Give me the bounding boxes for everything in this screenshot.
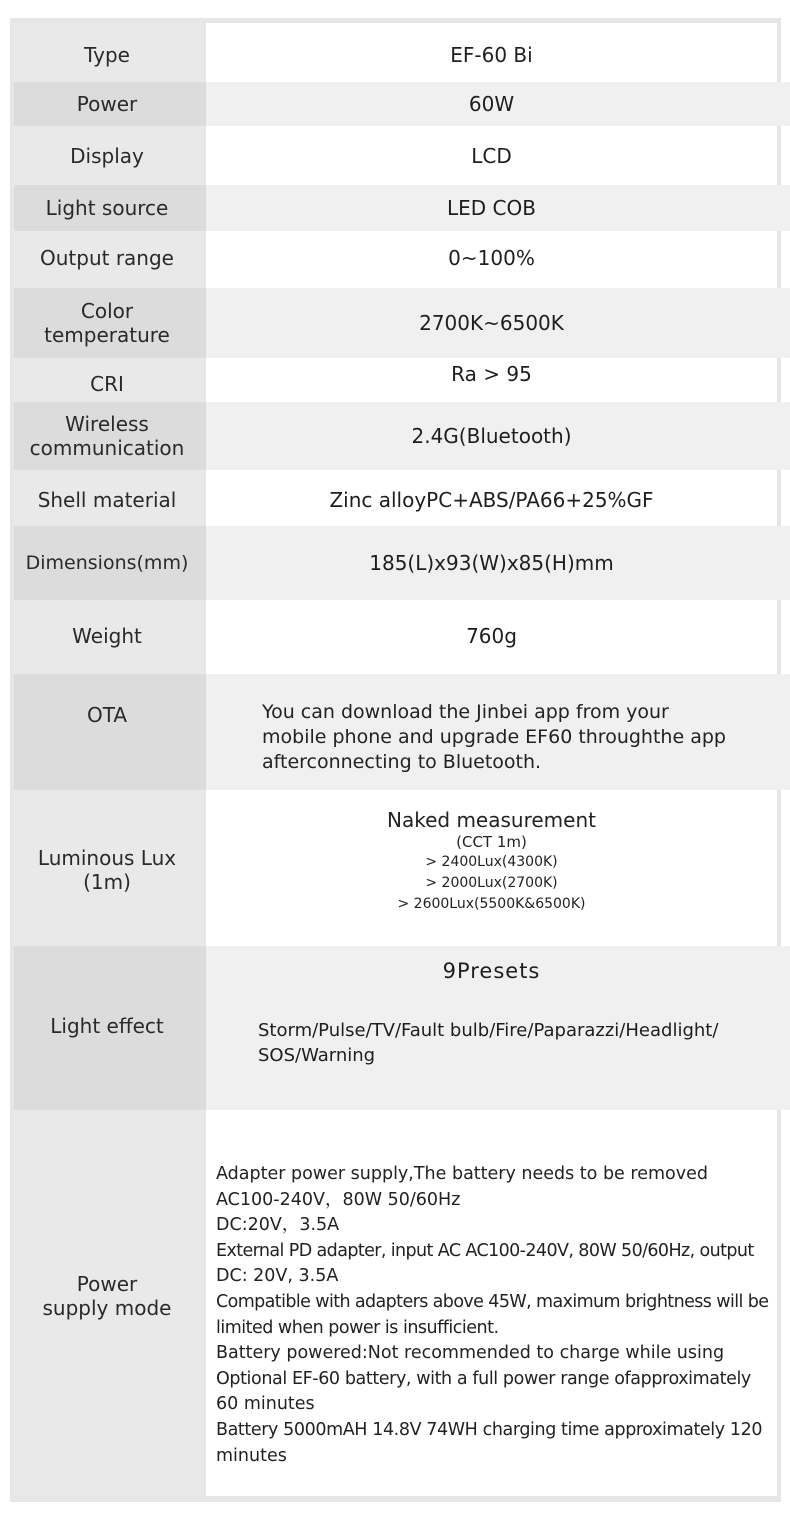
spec-row-wireless: [14, 402, 777, 470]
light-effect-list: [258, 1018, 738, 1068]
spec-value: 760g: [466, 624, 517, 648]
spec-row-light-source: [14, 185, 777, 231]
spec-label: CRI: [90, 372, 124, 396]
ota-line: afterconnecting to Bluetooth.: [262, 751, 542, 773]
spec-label: Light effect: [50, 1014, 164, 1038]
power-supply-line: AC100-240V，80W 50/60Hz: [216, 1189, 461, 1210]
spec-row-color-temperature: [14, 288, 777, 358]
spec-label: OTA: [86, 703, 128, 727]
spec-label: [14, 1096, 200, 1496]
spec-label-line: Power: [76, 1272, 138, 1296]
spec-row-weight: [14, 600, 777, 672]
spec-value: 2.4G(Bluetooth): [411, 424, 572, 448]
spec-label-line: (1m): [83, 870, 131, 894]
spec-label-line: Wireless: [65, 412, 149, 436]
spec-value: EF-60 Bi: [450, 43, 533, 67]
spec-value: 60W: [468, 92, 515, 116]
spec-value: 0~100%: [448, 246, 535, 270]
spec-value: 185(L)x93(W)x85(H)mm: [369, 551, 614, 575]
spec-label-line: temperature: [44, 323, 170, 347]
spec-label-line: Color: [80, 299, 134, 323]
spec-row-display: [14, 132, 777, 180]
spec-label: Shell material: [37, 488, 177, 512]
light-effect-line: SOS/Warning: [258, 1045, 376, 1066]
power-supply-line: External PD adapter, input AC AC100-240V, 80W 50/60Hz, output: [216, 1240, 754, 1261]
spec-label: Dimensions(mm): [25, 552, 189, 574]
luminous-line: > 2000Lux(2700K): [425, 875, 558, 891]
luminous-values: [206, 808, 777, 915]
spec-label-line: communication: [29, 436, 185, 460]
spec-value: 2700K~6500K: [419, 311, 564, 335]
spec-label: Light source: [45, 196, 169, 220]
spec-label: [14, 288, 200, 358]
power-supply-line: Battery 5000mAH 14.8V 74WH charging time approximately 120: [216, 1419, 763, 1440]
power-supply-line: 60 minutes: [216, 1394, 315, 1415]
spec-label: Display: [70, 144, 144, 168]
spec-label-line: Luminous Lux: [37, 846, 177, 870]
power-supply-line: Adapter power supply,The battery needs to be removed: [216, 1164, 708, 1184]
power-supply-line: DC:20V，3.5A: [216, 1215, 340, 1236]
spec-row-dimensions: [14, 526, 777, 600]
spec-row-shell-material: [14, 474, 777, 526]
spec-label: Power: [76, 92, 138, 116]
power-supply-line: Battery powered:Not recommended to charge while using: [216, 1343, 725, 1364]
power-supply-line: Optional EF-60 battery, with a full power range ofapproximately: [216, 1368, 751, 1389]
power-supply-line: minutes: [216, 1445, 287, 1466]
light-effect-title: 9Presets: [442, 959, 541, 983]
spec-label: [14, 796, 200, 944]
spec-value: Ra > 95: [451, 362, 532, 386]
ota-line: mobile phone and upgrade EF60 throughthe app: [262, 726, 726, 748]
light-effect-line: Storm/Pulse/TV/Fault bulb/Fire/Paparazzi/Headlight/: [258, 1020, 719, 1041]
spec-label: Weight: [72, 624, 142, 648]
spec-value: LCD: [471, 144, 512, 168]
spec-row-type: [14, 30, 777, 80]
ota-description: [262, 700, 732, 775]
spec-label: Output range: [40, 246, 174, 270]
power-supply-line: limited when power is insufficient.: [216, 1317, 499, 1338]
spec-label: Type: [84, 43, 130, 67]
ota-line: You can download the Jinbei app from your: [262, 701, 669, 723]
spec-row-cri: [14, 360, 777, 400]
power-supply-line: DC: 20V, 3.5A: [216, 1266, 339, 1287]
luminous-title: Naked measurement: [387, 808, 596, 832]
spec-value: Zinc alloyPC+ABS/PA66+25%GF: [329, 488, 654, 512]
spec-row-output-range: [14, 234, 777, 282]
spec-label: [14, 402, 200, 470]
luminous-subtitle: (CCT 1m): [456, 833, 527, 851]
spec-label-line: supply mode: [42, 1296, 172, 1320]
power-supply-description: [216, 1162, 769, 1469]
power-supply-line: Compatible with adapters above 45W, maximum brightness will be: [216, 1291, 769, 1312]
spec-row-power: [14, 82, 777, 126]
luminous-line: > 2400Lux(4300K): [425, 854, 558, 870]
spec-value: LED COB: [447, 196, 536, 220]
luminous-line: > 2600Lux(5500K&6500K): [397, 896, 586, 912]
